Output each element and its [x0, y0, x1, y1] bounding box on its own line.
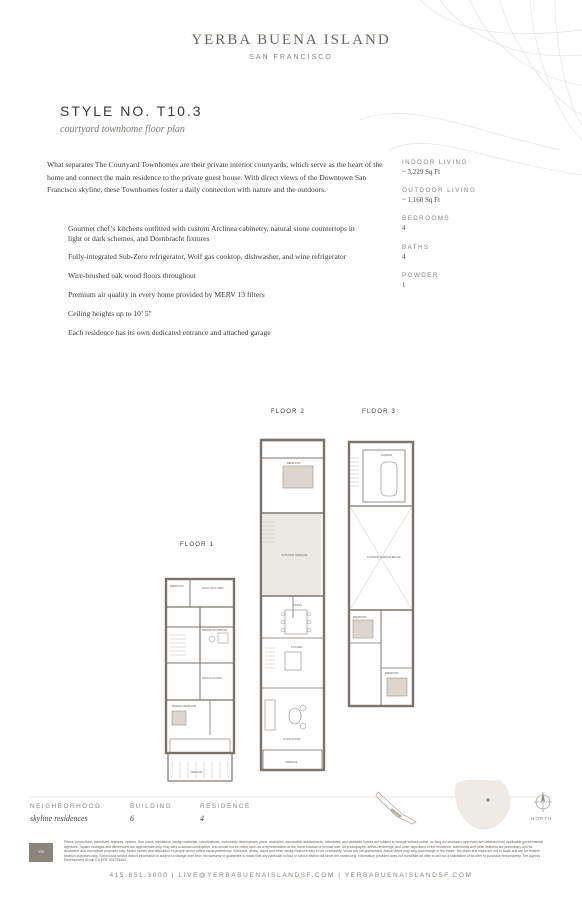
spec-label: OUTDOOR LIVING — [402, 187, 477, 194]
brand-location: SAN FRANCISCO — [249, 54, 333, 61]
plan-room-label: OUTDOOR TERRACE BELOW — [367, 556, 401, 559]
spec-value: ~ 1,160 Sq Ft — [402, 196, 441, 204]
plan-room-label: GARAGE — [381, 454, 393, 457]
brand-title: YERBA BUENA ISLAND — [191, 32, 391, 48]
residence-field — [200, 803, 251, 823]
spec-powder — [402, 272, 542, 289]
residence-value: 4 — [200, 814, 204, 823]
spec-outdoor-living — [402, 187, 542, 204]
contact-line[interactable]: 415.851.3000 | LIVE@YERBABUENAISLANDSF.COM | YERBABUENAISLANDSF.COM — [109, 872, 473, 879]
feature-item: Gourmet chef’s kitchens outfitted with custom Arclinea cabinetry, natural stone countertops in light or dark schemes, and Dornbracht fixtures — [68, 224, 355, 243]
plan-room-label: BEDROOM — [385, 672, 399, 675]
plan-room-label: KITCHEN — [291, 646, 303, 649]
building-label: BUILDING — [130, 803, 173, 810]
plan-room-label: DINING — [293, 604, 303, 607]
site-key-plan — [372, 786, 422, 826]
feature-item: Each residence has its own dedicated entrance and attached garage — [68, 327, 271, 337]
floor-2-plan — [255, 438, 330, 774]
floor-3-label: FLOOR 3 — [362, 409, 397, 415]
feature-item: Ceiling heights up to 10’ 5" — [68, 309, 152, 319]
spec-indoor-living — [402, 159, 542, 176]
spec-value: ~ 3,229 Sq Ft — [402, 168, 441, 176]
plan-room-label: LIVING ROOM — [283, 738, 301, 741]
feature-item: Fully-integrated Sub-Zero refrigerator, Wolf gas cooktop, dishwasher, and wine refrigerator — [68, 252, 347, 262]
plan-room-label: PRIMARY BATHROOM — [202, 629, 228, 632]
building-field — [130, 803, 172, 823]
spec-bedrooms — [402, 215, 542, 232]
plan-room-label: TERRACE — [190, 771, 203, 774]
plan-room-label: WALK-IN CLOSET — [202, 677, 223, 680]
style-number-heading: STYLE NO. T10.3 — [60, 103, 203, 119]
neighborhood-field — [30, 803, 101, 823]
residence-label: RESIDENCE — [200, 803, 251, 810]
brokerage-logo: YBI — [29, 843, 53, 862]
building-value: 6 — [130, 814, 134, 823]
spec-value: 4 — [402, 253, 406, 261]
plan-room-label: BEDROOM — [287, 462, 301, 465]
floor-3-plan — [345, 438, 420, 710]
spec-baths — [402, 244, 542, 261]
north-label: NORTH — [531, 816, 553, 821]
north-arrow-icon — [534, 791, 552, 813]
spec-label: BATHS — [402, 244, 430, 251]
neighborhood-value: skyline residences — [30, 814, 88, 823]
plan-room-label: OUTDOOR TERRACE — [281, 554, 308, 557]
spec-value: 1 — [402, 281, 406, 289]
spec-label: INDOOR LIVING — [402, 159, 468, 166]
feature-list — [68, 224, 368, 347]
floor-1-plan — [160, 575, 240, 785]
plan-room-label: WALK-IN CLOSET — [202, 587, 224, 590]
spec-value: 4 — [402, 224, 406, 232]
legal-disclaimer: Prices, promotions, incentives, features, options, floor plans, elevations, design materials, specifications, community development plans, amenities, association assessments, schedules, and available homes are subject to change without notice, so long as necessary approvals are obtained from applicable governmental agencies. Square footages and dimensions are approximate only, may vary in actual construction, and should not be relied upon as a representation of the home's actual or precise size. All photographs, artists renderings, and other depictions of the residence, community and other features are preliminary and for illustrative and conceptual purposes only. Model homes and depictions of people do not reflect racial preference. Windows, decks, doors and other design features vary in the community. Views are not guaranteed. Actual views may vary and change in the future. Tax plans and maps are not to scale and are for relative location purposes only. School and school district information is subject to change over time. No warranty or guarantee is made that any particular school or school district will serve the community. Information provided does not constitute an offer to sell nor a solicitation of an offer to purchase real property. The Agency Development Group CA DRE #01975463. — [64, 840, 543, 863]
spec-label: BEDROOMS — [402, 215, 450, 222]
feature-item: Premium air quality in every home provided by MERV 13 filters — [68, 290, 265, 300]
plan-room-label: PRIMARY BEDROOM — [172, 705, 196, 708]
feature-item: Wire-brushed oak wood floors throughout — [68, 271, 196, 281]
floor-plan-subtitle: courtyard townhome floor plan — [60, 124, 185, 135]
plan-room-label: BEDROOM — [353, 616, 367, 619]
island-map — [448, 774, 520, 838]
floor-2-label: FLOOR 2 — [271, 409, 306, 415]
plan-room-label: TERRACE — [285, 761, 298, 764]
neighborhood-label: NEIGHBORHOOD — [30, 803, 102, 810]
plan-room-label: BEDROOM — [170, 585, 184, 588]
floor-1-label: FLOOR 1 — [180, 542, 215, 548]
spec-label: POWDER — [402, 272, 439, 279]
intro-paragraph: What separates The Courtyard Townhomes are their private interior courtyards, which serve as the heart of the home and connect the main residence to the private guest house. With direct views of the Downtown San Francisco skyline, these Townhomes foster a daily connection with nature and the outdoors. — [47, 160, 383, 195]
